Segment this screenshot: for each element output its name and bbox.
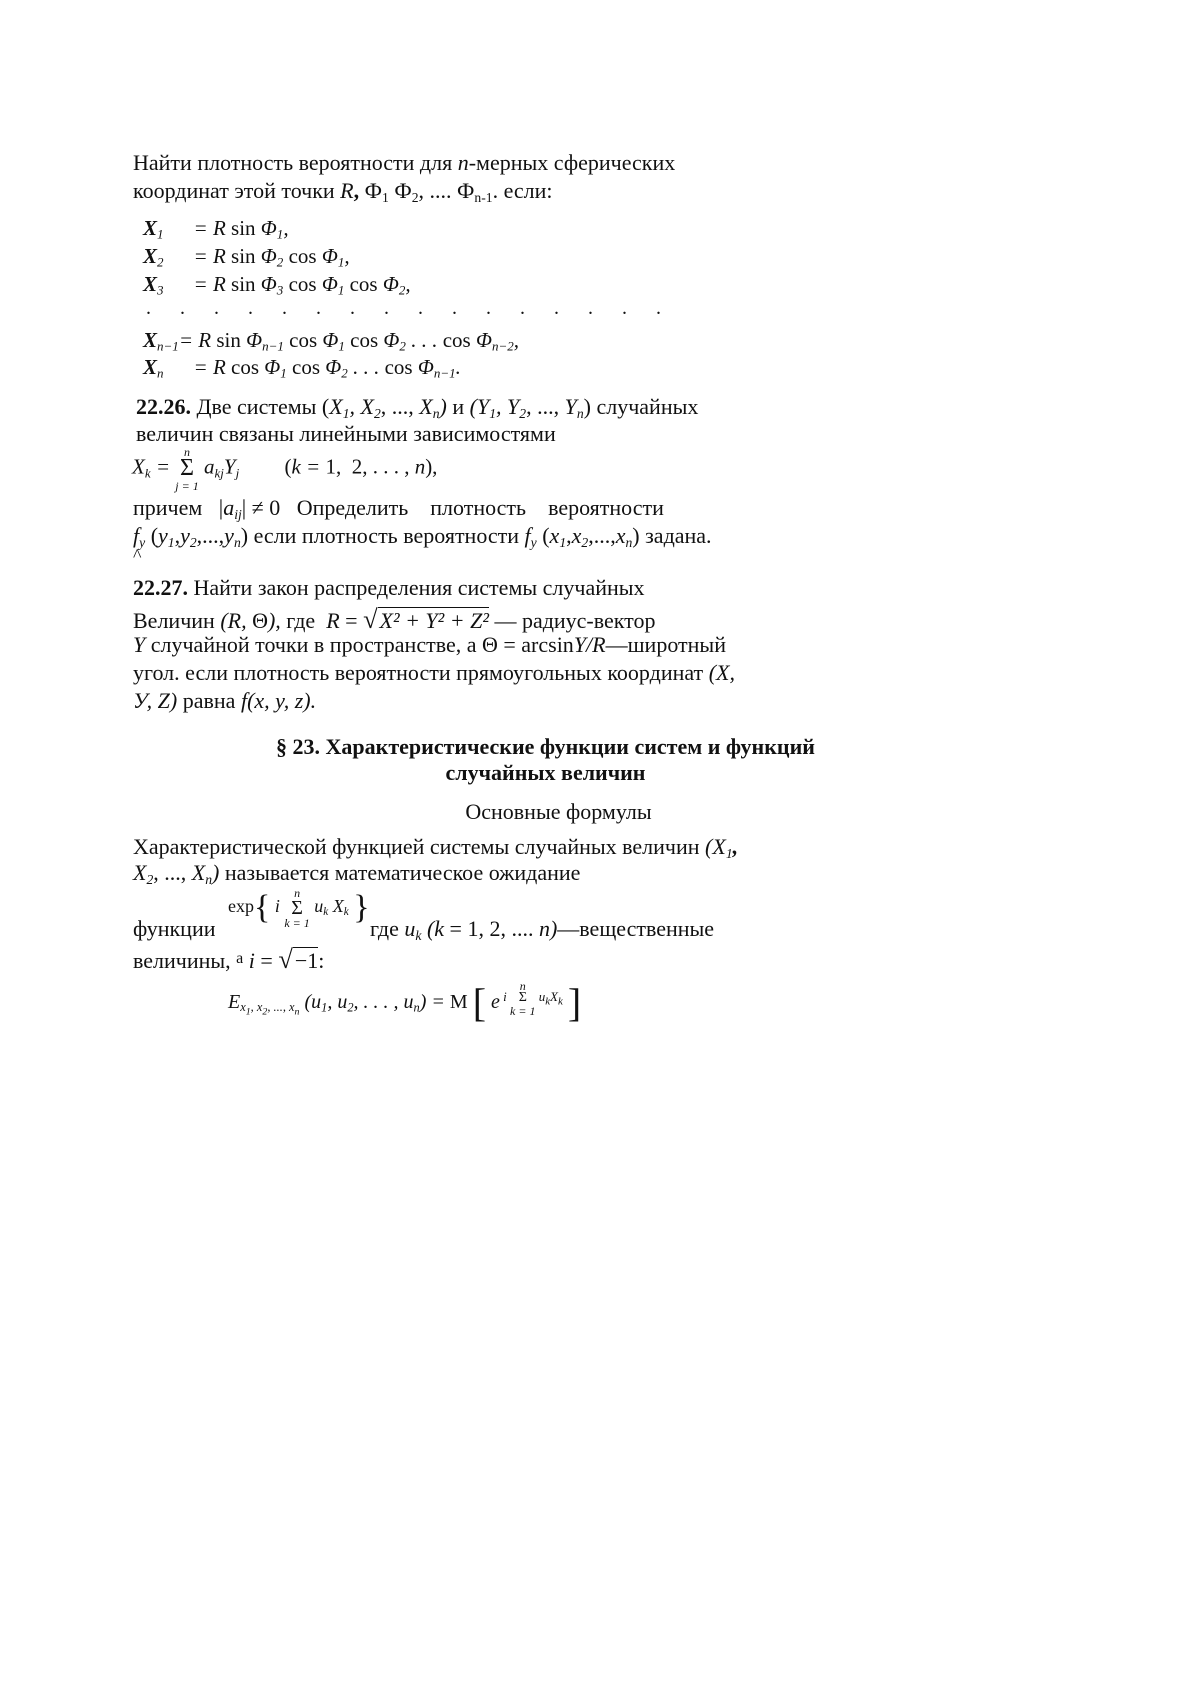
body-line-3 <box>133 918 216 940</box>
problem-22-26-line-4: $f_y$ $(y_1,y_2,...,y_n)$ если плотность вероятности $f_y$ $(x_1,x_2,...,x_n)$ задана. <box>133 523 712 550</box>
section-title-line-1: § 23. Характеристические функции систем и функций <box>276 734 815 759</box>
caret-mark: ^ <box>133 545 142 565</box>
functions-label: функции <box>133 916 216 941</box>
equation-x3: $X_3 = R$ $\sin \Phi_3$ $\cos \Phi_1$ $\cos \Phi_2$, <box>143 272 411 298</box>
final-formula: $E_{x_1, x_2, ..., x_n}$ ($u_1$, $u_2$, . . . , $u_n) = M$ [ e $^{i n \Sigma k = 1 u_kX_k}$ ] <box>228 979 582 1026</box>
section-title-line-2: случайных величин <box>445 760 646 785</box>
section-subtitle: Основные формулы <box>465 799 652 824</box>
body-line-3-suffix: где $u_k$ (k = 1, 2, .... n)—вещественные <box>370 916 715 943</box>
intro-line-1: Найти плотность вероятности для n-мерных сферических <box>133 150 676 175</box>
problem-22-27-line-2: Величин (R, Θ), где R = √X² + Y² + Z² — радиус-вектор <box>133 604 656 634</box>
body-line-2: $X_2$, ..., $X_n$) называется математическое ожидание <box>133 860 581 887</box>
equation-xn-minus-1: $X_{n-1}= R$ $\sin \Phi_{n-1}$ $\cos \Phi_1$ $\cos \Phi_2$ . . . $\cos \Phi_{n-2}$, <box>143 328 519 354</box>
problem-22-27-line-4: угол. если плотность вероятности прямоугольных координат (X, <box>133 660 735 685</box>
problem-22-27-line-5: У, Z) равна f(x, y, z). <box>133 688 317 713</box>
body-line-4: величины, $^а$ i = √−1: <box>133 944 325 974</box>
body-line-1: Характеристической функцией системы случайных величин ($X_1$, <box>133 834 739 861</box>
equation-xn: $X_n = R$ $\cos \Phi_1$ $\cos \Phi_2$ . . . $\cos \Phi_{n-1}$. <box>143 355 461 381</box>
problem-22-26-formula: $X_k$ = n Σ j = 1 $a_{kj}Y_j$ (k = 1, 2, . . . , n), <box>132 445 438 493</box>
equation-dots: . . . . . . . . . . . . . . . . <box>146 297 673 319</box>
equation-x2: $X_2 = R$ $\sin \Phi_2$ $\cos \Phi_1$, <box>143 244 350 270</box>
problem-number: 22.27. <box>133 575 188 600</box>
exp-formula: exp{ i n Σ k = 1 $u_k$ $X_k$ } <box>228 886 370 930</box>
equation-x1: $X_1 = R$ $\sin \Phi_1$, <box>143 216 289 242</box>
problem-number: 22.26. <box>136 394 191 419</box>
problem-22-26-line-2: величин связаны линейными зависимостями <box>136 421 556 446</box>
problem-22-26-line-3: причем $|a_{ij}| \ne 0$ Определить плотность вероятности <box>133 495 664 522</box>
problem-22-27-line-1: 22.27. Найти закон распределения системы случайных <box>133 575 645 600</box>
problem-22-27-line-3: Y случайной точки в пространстве, а Θ = arcsinY/R—широтный <box>133 632 726 657</box>
intro-line-2: координат этой точки R, $Ф_1$ $Ф_2$, .... $Ф_{n-1}$. если: <box>133 178 553 205</box>
problem-22-26-line-1: 22.26. Две системы ($X_1$, $X_2$, ..., $X_n$) и ($Y_1$, $Y_2$, ..., $Y_n$) случайных <box>136 394 699 421</box>
